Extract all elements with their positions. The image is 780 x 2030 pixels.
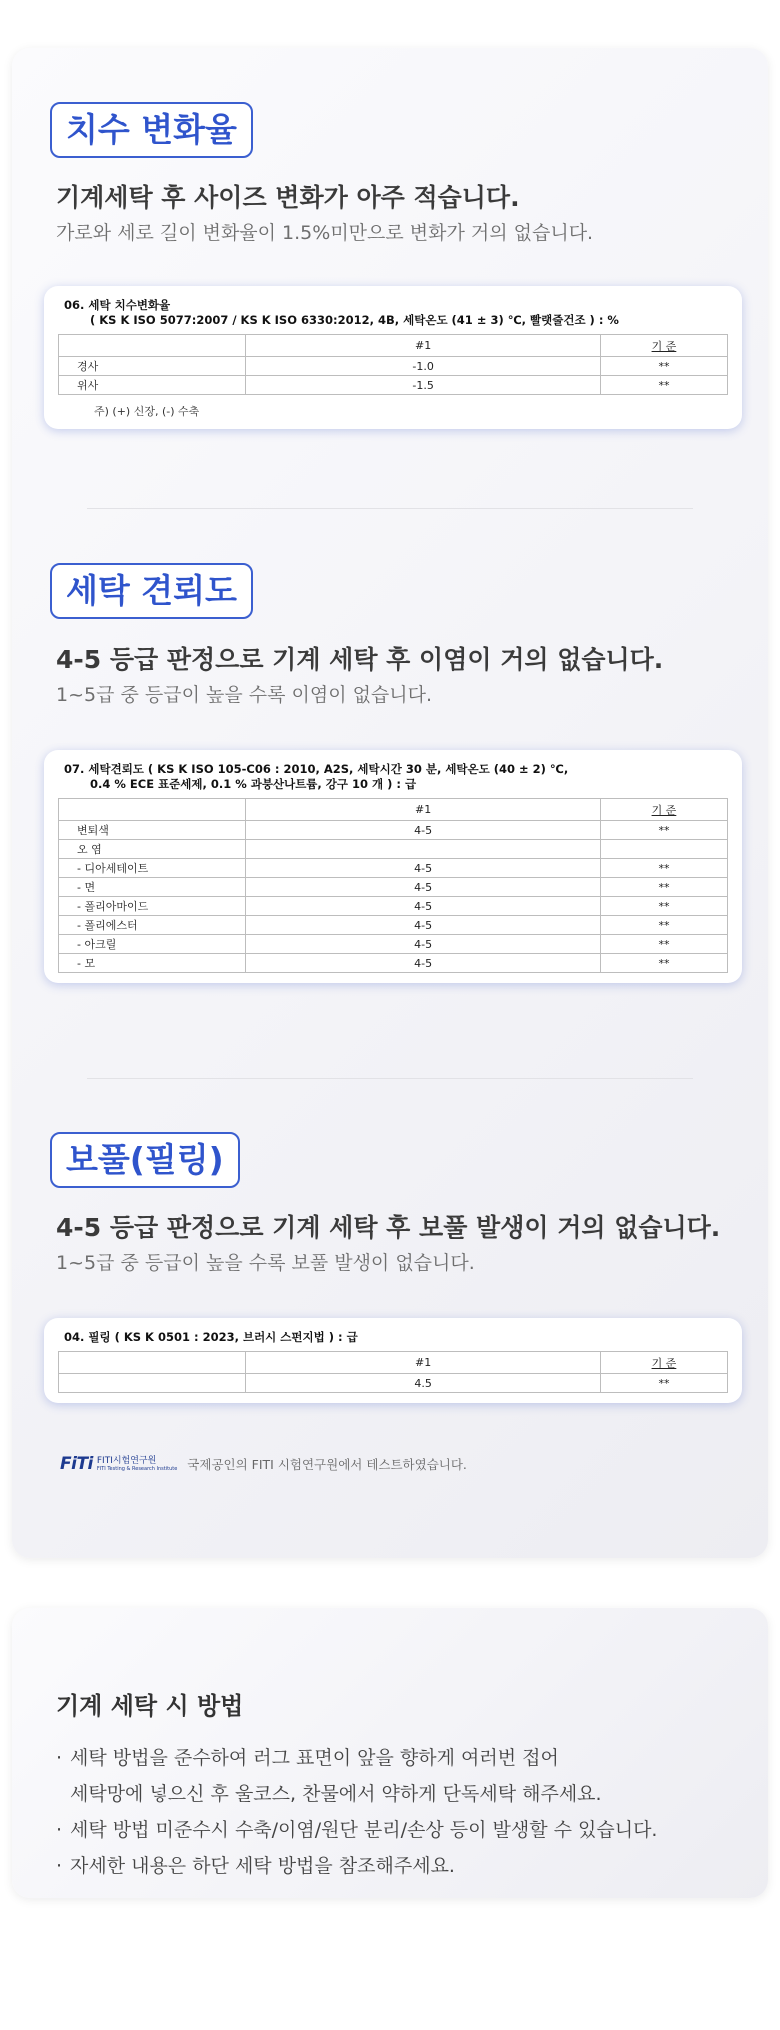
table-header-standard: 기 준 — [600, 1352, 727, 1374]
row-label: - 디아세테이트 — [59, 859, 246, 878]
row-value: 4-5 — [246, 935, 601, 954]
list-item-continuation: 세탁망에 넣으신 후 울코스, 찬물에서 약하게 단독세탁 해주세요. — [70, 1783, 602, 1805]
row-standard: ** — [600, 859, 727, 878]
table-row — [59, 840, 728, 859]
row-value: -1.0 — [246, 357, 601, 376]
table-header-empty — [59, 1352, 246, 1374]
list-item: · 세탁 방법 미준수시 수축/이염/원단 분리/손상 등이 발생할 수 있습니다. — [56, 1819, 658, 1841]
row-label: 경사 — [59, 357, 246, 376]
row-label: - 아크릴 — [59, 935, 246, 954]
row-value: 4.5 — [246, 1374, 601, 1393]
table-row — [59, 821, 728, 840]
row-label: - 면 — [59, 878, 246, 897]
row-standard: ** — [600, 916, 727, 935]
row-standard: ** — [600, 357, 727, 376]
section-subtext: 1~5급 중 등급이 높을 수록 이염이 없습니다. — [56, 684, 433, 706]
method-list — [56, 1740, 657, 1884]
row-standard: ** — [600, 1374, 727, 1393]
report-title-line: ( KS K ISO 5077:2007 / KS K ISO 6330:2012, 4B, 세탁온도 (41 ± 3) ℃, 빨랫줄건조 ) : % — [90, 313, 619, 327]
table-row — [59, 916, 728, 935]
section-subtext: 가로와 세로 길이 변화율이 1.5%미만으로 변화가 거의 없습니다. — [56, 222, 594, 244]
row-value: 4-5 — [246, 954, 601, 973]
table-header-standard: 기 준 — [600, 335, 727, 357]
test-report-card — [44, 286, 742, 429]
table-header-row — [59, 799, 728, 821]
row-label: - 폴리에스터 — [59, 916, 246, 935]
row-label: 변퇴색 — [59, 821, 246, 840]
table-row — [59, 1374, 728, 1393]
section-heading: 4-5 등급 판정으로 기계 세탁 후 이염이 거의 없습니다. — [56, 645, 664, 674]
row-value: 4-5 — [246, 916, 601, 935]
report-note: 주) (+) 신장, (-) 수축 — [94, 405, 200, 418]
section-title-pill: 보풀(필링) — [50, 1132, 240, 1188]
table-header-sample: #1 — [246, 1352, 601, 1374]
table-row — [59, 357, 728, 376]
row-value: 4-5 — [246, 878, 601, 897]
report-table — [58, 798, 728, 973]
list-item: · 자세한 내용은 하단 세탁 방법을 참조해주세요. — [56, 1855, 455, 1877]
row-standard: ** — [600, 878, 727, 897]
table-header-sample: #1 — [246, 799, 601, 821]
row-label: - 폴리아마이드 — [59, 897, 246, 916]
section-heading: 기계세탁 후 사이즈 변화가 아주 적습니다. — [56, 183, 520, 212]
row-standard: ** — [600, 935, 727, 954]
table-header-standard: 기 준 — [600, 799, 727, 821]
test-report-card — [44, 750, 742, 983]
row-standard — [600, 840, 727, 859]
report-title-line: 07. 세탁견뢰도 ( KS K ISO 105-C06 : 2010, A2S, 세탁시간 30 분, 세탁온도 (40 ± 2) ℃, — [64, 762, 569, 776]
row-standard: ** — [600, 897, 727, 916]
section-divider — [87, 1078, 693, 1079]
row-value: -1.5 — [246, 376, 601, 395]
report-title — [58, 1330, 728, 1345]
section-heading: 4-5 등급 판정으로 기계 세탁 후 보풀 발생이 거의 없습니다. — [56, 1213, 721, 1242]
report-title-line: 0.4 % ECE 표준세제, 0.1 % 과붕산나트륨, 강구 10 개 ) : 급 — [90, 777, 417, 791]
row-label: 오 염 — [59, 840, 246, 859]
row-value: 4-5 — [246, 897, 601, 916]
list-item-text: 세탁 방법을 준수하여 러그 표면이 앞을 향하게 여러번 접어 — [70, 1747, 559, 1769]
table-row — [59, 954, 728, 973]
test-results-card — [12, 48, 768, 1558]
row-label: - 모 — [59, 954, 246, 973]
table-header-empty — [59, 335, 246, 357]
fiti-org-en: FITI Testing & Research Institute — [96, 1466, 178, 1472]
method-title: 기계 세탁 시 방법 — [56, 1692, 244, 1720]
section-title-pill: 치수 변화율 — [50, 102, 253, 158]
washing-method-card — [12, 1608, 768, 1898]
list-item-text: 세탁 방법 미준수시 수축/이염/원단 분리/손상 등이 발생할 수 있습니다. — [70, 1819, 658, 1841]
row-label — [59, 1374, 246, 1393]
fiti-credit — [60, 1453, 467, 1475]
table-header-empty — [59, 799, 246, 821]
fiti-logo-mark: FiTi — [60, 1454, 93, 1474]
report-title-line: 06. 세탁 치수변화율 — [64, 298, 171, 312]
row-standard: ** — [600, 376, 727, 395]
table-row — [59, 878, 728, 897]
row-value: 4-5 — [246, 859, 601, 878]
section-title-pill: 세탁 견뢰도 — [50, 563, 253, 619]
section-subtext: 1~5급 중 등급이 높을 수록 보풀 발생이 없습니다. — [56, 1252, 475, 1274]
table-header-sample: #1 — [246, 335, 601, 357]
report-title — [58, 762, 728, 792]
row-standard: ** — [600, 821, 727, 840]
table-row — [59, 897, 728, 916]
list-item-text: 자세한 내용은 하단 세탁 방법을 참조해주세요. — [70, 1855, 455, 1877]
table-header-row — [59, 335, 728, 357]
row-value — [246, 840, 601, 859]
table-row — [59, 376, 728, 395]
row-standard: ** — [600, 954, 727, 973]
fiti-org-ko: FITI시험연구원 — [96, 1456, 157, 1466]
list-item: · 세탁 방법을 준수하여 러그 표면이 앞을 향하게 여러번 접어 — [56, 1747, 559, 1769]
row-value: 4-5 — [246, 821, 601, 840]
fiti-logo — [60, 1453, 177, 1475]
report-title-line: 04. 필링 ( KS K 0501 : 2023, 브러시 스펀지법 ) : 급 — [64, 1330, 358, 1344]
table-header-row — [59, 1352, 728, 1374]
table-row — [59, 935, 728, 954]
report-title — [58, 298, 728, 328]
test-report-card — [44, 1318, 742, 1403]
fiti-caption: 국제공인의 FITI 시험연구원에서 테스트하였습니다. — [187, 1457, 467, 1472]
report-table — [58, 1351, 728, 1393]
table-row — [59, 859, 728, 878]
report-table — [58, 334, 728, 395]
row-label: 위사 — [59, 376, 246, 395]
fiti-org-name — [97, 1456, 177, 1472]
section-divider — [87, 508, 693, 509]
